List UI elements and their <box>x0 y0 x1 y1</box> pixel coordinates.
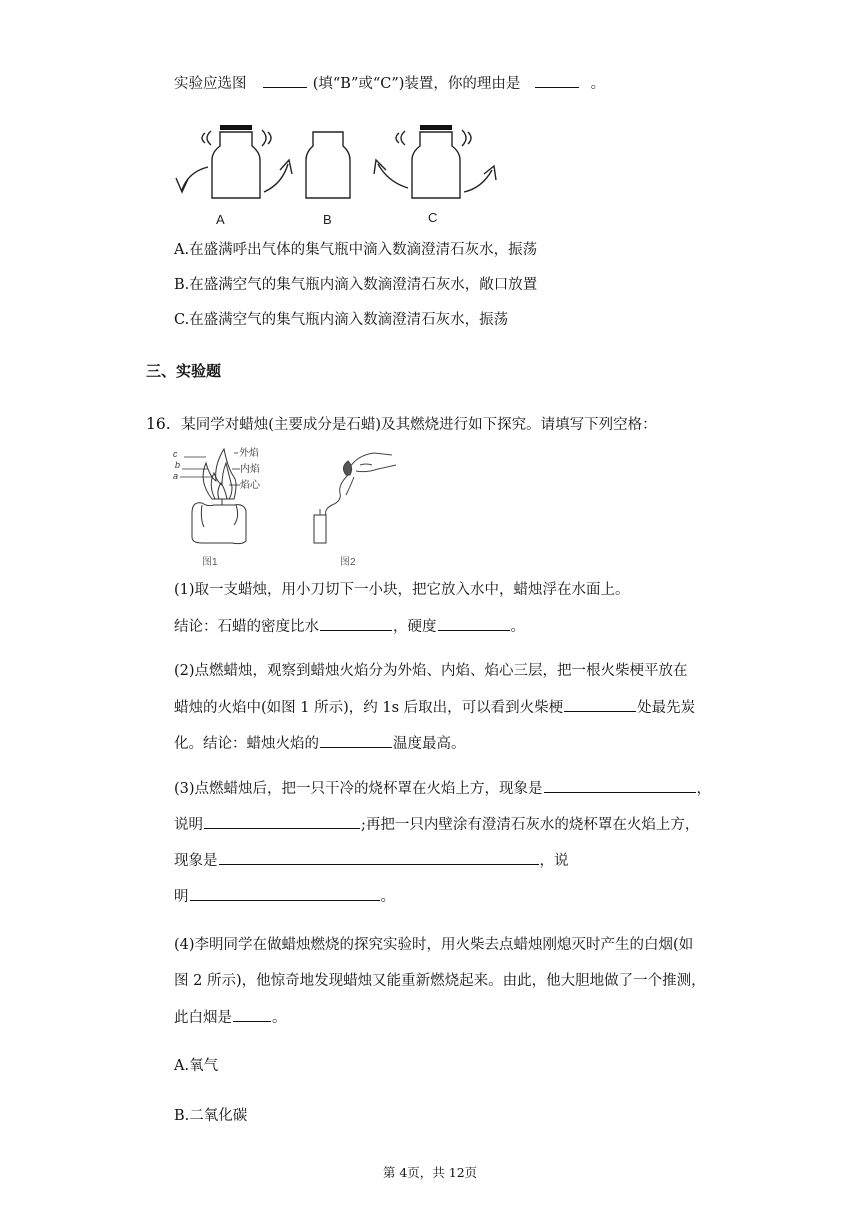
q16-p2-line3 <box>174 733 466 754</box>
text-span: 明 <box>174 889 189 905</box>
q16-stem-line <box>146 414 657 435</box>
flame-letter-b: b <box>175 460 181 470</box>
bottles-figure <box>170 112 510 232</box>
question-number: 16. <box>146 415 171 433</box>
candle-flame-figure <box>172 443 272 569</box>
match-smoke-figure <box>300 443 400 569</box>
bottle-c-label: C <box>428 210 438 225</box>
outer-flame-label: 外焰 <box>239 448 259 459</box>
bottle-b-label: B <box>323 212 332 227</box>
text-span: 化。结论：蜡烛火焰的 <box>174 736 319 752</box>
flame-letter-c: c <box>173 449 178 459</box>
text-span: ，硬度 <box>393 619 437 635</box>
text-span: 现象是 <box>174 853 218 869</box>
q15-option-b: B.在盛满空气的集气瓶内滴入数滴澄清石灰水，敞口放置 <box>174 277 538 293</box>
q15-option-a: A.在盛满呼出气体的集气瓶中滴入数滴澄清石灰水，振荡 <box>174 242 538 258</box>
q16-p1-line1: (1)取一支蜡烛，用小刀切下一小块，把它放入水中，蜡烛浮在水面上。 <box>174 582 630 598</box>
bottle-c <box>374 125 496 198</box>
text-span: ， <box>696 781 712 797</box>
q16-choice-b: B.二氧化碳 <box>174 1108 248 1124</box>
text-span: 此白烟是 <box>174 1010 232 1026</box>
answer-blank[interactable] <box>320 616 392 631</box>
q16-p1-line2 <box>174 616 525 637</box>
q16-p3-line1 <box>174 778 711 799</box>
answer-blank[interactable] <box>544 778 696 793</box>
q16-p3-line4 <box>174 886 395 907</box>
section-heading: 三、实验题 <box>146 362 222 380</box>
answer-blank[interactable] <box>190 886 380 901</box>
answer-blank[interactable] <box>204 814 360 829</box>
q16-p2-line2 <box>174 697 695 718</box>
answer-blank[interactable] <box>233 1007 271 1022</box>
inner-flame-label: 内焰 <box>240 464 260 475</box>
answer-blank[interactable] <box>263 73 307 88</box>
text-span: 处最先炭 <box>637 700 696 716</box>
flame-core-label: 焰心 <box>240 480 260 491</box>
q16-p4-line2: 图 2 所示)，他惊奇地发现蜡烛又能重新燃烧起来。由此，他大胆地做了一个推测， <box>174 973 706 989</box>
text-span: 蜡烛的火焰中(如图 1 所示)，约 1s 后取出，可以看到火柴梗 <box>174 700 564 716</box>
text-span: 。 <box>380 889 395 905</box>
q16-p3-line3 <box>174 850 569 871</box>
text-span: (3)点燃蜡烛后，把一只干冷的烧杯罩在火焰上方，现象是 <box>174 781 543 797</box>
flame-letter-a: a <box>173 471 179 481</box>
fig1-caption: 图1 <box>202 557 218 568</box>
q15-intro-line <box>174 73 605 94</box>
q15-intro-a: 实验应选图 <box>174 76 247 92</box>
text-span: ，说 <box>539 853 569 869</box>
q16-stem: 某同学对蜡烛(主要成分是石蜡)及其燃烧进行如下探究。请填写下列空格： <box>181 417 657 433</box>
text-span: 。 <box>272 1010 287 1026</box>
q15-intro-b: (填“B”或“C”)装置，你的理由是 <box>312 76 521 92</box>
answer-blank[interactable] <box>535 73 579 88</box>
q16-choice-a: A.氧气 <box>174 1058 219 1074</box>
q16-p4-line1: (4)李明同学在做蜡烛燃烧的探究实验时，用火柴去点蜡烛刚熄灭时产生的白烟(如 <box>174 937 694 953</box>
page-footer: 第 4页，共 12页 <box>382 1165 478 1180</box>
text-span: ;再把一只内壁涂有澄清石灰水的烧杯罩在火焰上方， <box>361 817 700 833</box>
text-span: 结论：石蜡的密度比水 <box>174 619 319 635</box>
q15-option-c: C.在盛满空气的集气瓶内滴入数滴澄清石灰水，振荡 <box>174 312 509 328</box>
answer-blank[interactable] <box>438 616 510 631</box>
answer-blank[interactable] <box>564 697 636 712</box>
bottle-a <box>176 125 292 198</box>
q15-intro-end: 。 <box>590 76 606 92</box>
answer-blank[interactable] <box>219 850 539 865</box>
text-span: 。 <box>510 619 525 635</box>
text-span: 说明 <box>174 817 203 833</box>
bottle-a-label: A <box>216 212 225 227</box>
q16-p3-line2 <box>174 814 699 835</box>
text-span: 温度最高。 <box>393 736 466 752</box>
answer-blank[interactable] <box>320 733 392 748</box>
q16-p2-line1: (2)点燃蜡烛，观察到蜡烛火焰分为外焰、内焰、焰心三层，把一根火柴梗平放在 <box>174 663 688 679</box>
fig2-caption: 图2 <box>340 557 356 568</box>
q16-p4-line3 <box>174 1007 287 1028</box>
bottle-b <box>306 132 350 198</box>
